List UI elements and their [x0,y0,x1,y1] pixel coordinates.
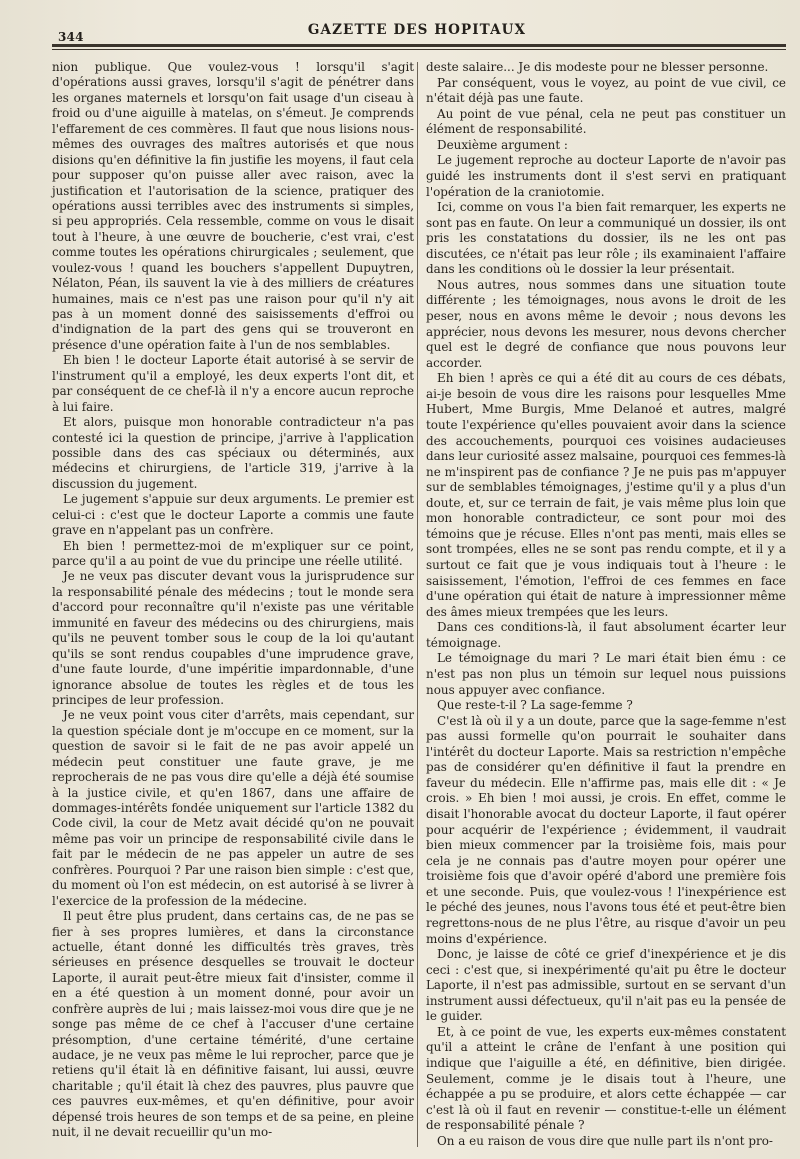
paragraph: Nous autres, nous sommes dans une situation toute différente ; les témoignages, nous avons le droit de les peser, nous en avons même le devoir ; nous devons les apprécier, nous devons les mesurer, nous devons chercher quel est le degré de confiance que nous pouvons leur accorder. [426,277,786,370]
paragraph: Le jugement reproche au docteur Laporte de n'avoir pas guidé les instruments dont il s'est servi en pratiquant l'opération de la craniotomie. [426,153,786,199]
paragraph: Il peut être plus prudent, dans certains cas, de ne pas se fier à ses propres lumières, et dans la circonstance actuelle, étant donné les difficultés très graves, très sérieuses en présence desquelles se trouvait le docteur Laporte, il aurait peut-être mieux fait d'insister, comme il en a été question à un moment donné, pour avoir un confrère auprès de lui ; mais laissez-moi vous dire que je ne songe pas même de ce chef à l'accuser d'une certaine présomption, d'une certaine témérité, d'une certaine audace, je ne veux pas même le lui reprocher, parce que je retiens qu'il était là en définitive faisant, lui aussi, œuvre charitable ; qu'il était là chez des pauvres, plus pauvre que ces pauvres eux-mêmes, et qu'en définitive, pour avoir dépensé trois heures de son temps et de sa peine, en pleine nuit, il ne devait recueillir qu'un mo- [52,909,414,1140]
header-rule-thin [52,49,786,50]
column-divider [417,62,418,1147]
paragraph: Eh bien ! après ce qui a été dit au cours de ces débats, ai-je besoin de vous dire les raisons pour lesquelles Mme Hubert, Mme Burgis, Mme Delanoé et autres, malgré toute l'expérience qu'elles pouvaient avoir dans la science des accouchements, pourquoi ces voisines audacieuses dans leur curiosité assez malsaine, pourquoi ces femmes-là ne m'inspirent pas de confiance ? Je ne puis pas m'appuyer sur de semblables témoignages, j'estime qu'il y a plus d'un doute, et, sur ce terrain de fait, je vais même plus loin que mon honorable contradicteur, ce sont pour moi des témoins que je récuse. Elles n'ont pas menti, mais elles se sont trompées, elles ne se sont pas rendu compte, et il y a surtout ce fait que je vous indiquais tout à l'heure : le saisissement, l'émotion, l'effroi de ces femmes en face d'une opération qui était de nature à impressionner même des âmes mieux trempées que les leurs. [426,371,786,619]
left-column [52,60,414,1141]
paragraph: Eh bien ! permettez-moi de m'expliquer sur ce point, parce qu'il a au point de vue du principe une réelle utilité. [52,538,414,568]
header-rule-thick [52,44,786,47]
paragraph: Donc, je laisse de côté ce grief d'inexpérience et je dis ceci : c'est que, si inexpérimenté qu'ait pu être le docteur Laporte, il n'est pas admissible, surtout en se servant d'un instrument aussi défectueux, qu'il n'ait pas eu la pensée de le guider. [426,947,786,1024]
paragraph: nion publique. Que voulez-vous ! lorsqu'il s'agit d'opérations aussi graves, lorsqu'il s'agit de pénétrer dans les organes maternels et lorsqu'on fait usage d'un ciseau à froid ou d'une aiguille à matelas, on s'émeut. Je comprends l'effarement de ces commères. Il faut que nous lisions nous-mêmes des ouvrages des maîtres autorisés et que nous disions qu'en définitive la fin justifie les moyens, il faut cela pour supposer qu'on puisse aller avec raison, avec la justification et l'autorisation de la science, pratiquer des opérations aussi terribles avec des instruments si simples, si peu appropriés. Cela ressemble, comme on vous le disait tout à l'heure, à une œuvre de boucherie, c'est vrai, c'est comme toutes les opérations chirurgicales ; seulement, que voulez-vous ! quand les bouchers s'appellent Dupuytren, Nélaton, Péan, ils sauvent la vie à des milliers de créatures humaines, mais ce n'est pas une raison pour qu'il n'y ait pas à un moment donné des saisissements d'effroi ou d'indignation de la part des gens qui se trouveront en présence d'une opération faite à l'un de nos semblables. [52,60,414,352]
paragraph: Au point de vue pénal, cela ne peut pas constituer un élément de responsabilité. [426,106,786,137]
paragraph: Le témoignage du mari ? Le mari était bien ému : ce n'est pas non plus un témoin sur lequel nous puissions nous appuyer avec confiance. [426,651,786,697]
paragraph: On a eu raison de vous dire que nulle part ils n'ont pro- [437,1133,773,1148]
right-column [426,60,786,1149]
paragraph: deste salaire... Je dis modeste pour ne blesser personne. [426,60,769,74]
paragraph: Et alors, puisque mon honorable contradicteur n'a pas contesté ici la question de principe, j'arrive à l'application possible dans des cas spéciaux ou déterminés, aux médecins et chirurgiens, de l'article 319, j'arrive à la discussion du jugement. [52,415,414,491]
paragraph: Je ne veux point vous citer d'arrêts, mais cependant, sur la question spéciale dont je m'occupe en ce moment, sur la question de savoir si le fait de ne pas avoir appelé un médecin peut constituer une faute grave, je me reprocherais de ne pas vous dire qu'elle a déjà été soumise à la justice civile, et qu'en 1867, dans une affaire de dommages-intérêts fondée uniquement sur l'article 1382 du Code civil, la cour de Metz avait décidé qu'on ne pouvait même pas voir un principe de responsabilité civile dans le fait par le médecin de ne pas appeler un autre de ses confrères. Pourquoi ? Par une raison bien simple : c'est que, du moment où l'on est médecin, on est autorisé à se livrer à l'exercice de la profession de la médecine. [52,708,414,908]
paragraph: Que reste-t-il ? La sage-femme ? [437,698,633,713]
paragraph: Le jugement s'appuie sur deux arguments. Le premier est celui-ci : c'est que le docteur Laporte a commis une faute grave en n'appelant pas un confrère. [52,492,414,538]
paragraph: Et, à ce point de vue, les experts eux-mêmes constatent qu'il a atteint le crâne de l'enfant à une position qui indique que l'aiguille a été, en définitive, bien dirigée. Seulement, comme je le disais tout à l'heure, une échappée a pu se produire, et alors cette échappée — car c'est là où il faut en revenir — constitue-t-elle un élément de responsabilité pénale ? [426,1024,786,1133]
journal-title: GAZETTE DES HOPITAUX [307,22,527,38]
paragraph: Par conséquent, vous le voyez, au point de vue civil, ce n'était déjà pas une faute. [426,75,786,106]
paragraph: Ici, comme on vous l'a bien fait remarquer, les experts ne sont pas en faute. On leur a communiqué un dossier, ils ont pris les constatations du dossier, ils ne les ont pas discutées, ce n'était pas leur rôle ; ils examinaient l'affaire dans les conditions où le dossier la leur présentait. [426,200,786,277]
paragraph: Eh bien ! le docteur Laporte était autorisé à se servir de l'instrument qu'il a employé, les deux experts l'ont dit, et par conséquent de ce chef-là il n'y a encore aucun reproche à lui faire. [52,353,414,414]
paragraph: Je ne veux pas discuter devant vous la jurisprudence sur la responsabilité pénale des médecins ; tout le monde sera d'accord pour reconnaître qu'il n'existe pas une véritable immunité en faveur des médecins ou des chirurgiens, mais qu'ils ne peuvent tomber sous le coup de la loi qu'autant qu'ils se sont rendus coupables d'une imprudence grave, d'une faute lourde, d'une impéritie impardonnable, d'une ignorance absolue de toutes les règles et de tous les principes de leur profession. [52,569,414,707]
paragraph: Dans ces conditions-là, il faut absolument écarter leur témoignage. [426,620,786,650]
paragraph: C'est là où il y a un doute, parce que la sage-femme n'est pas aussi formelle qu'on pourrait le souhaiter dans l'intérêt du docteur Laporte. Mais sa restriction n'empêche pas de considérer qu'en définitive il faut la prendre en faveur du médecin. Elle n'affirme pas, mais elle dit : « Je crois. » Eh bien ! moi aussi, je crois. En effet, comme le disait l'honorable avocat du docteur Laporte, il faut opérer pour acquérir de l'expérience ; évidemment, il vaudrait bien mieux commencer par la troisième fois, mais pour cela je ne connais pas d'autre moyen pour opérer une troisième fois que d'avoir opéré d'abord une première fois et une seconde. Puis, que voulez-vous ! l'inexpérience est le péché des jeunes, nous l'avons tous été et peut-être bien regrettons-nous de ne plus l'être, au risque d'avoir un peu moins d'expérience. [426,713,786,946]
page-number: 344 [58,30,84,44]
paragraph: Deuxième argument : [437,137,568,152]
